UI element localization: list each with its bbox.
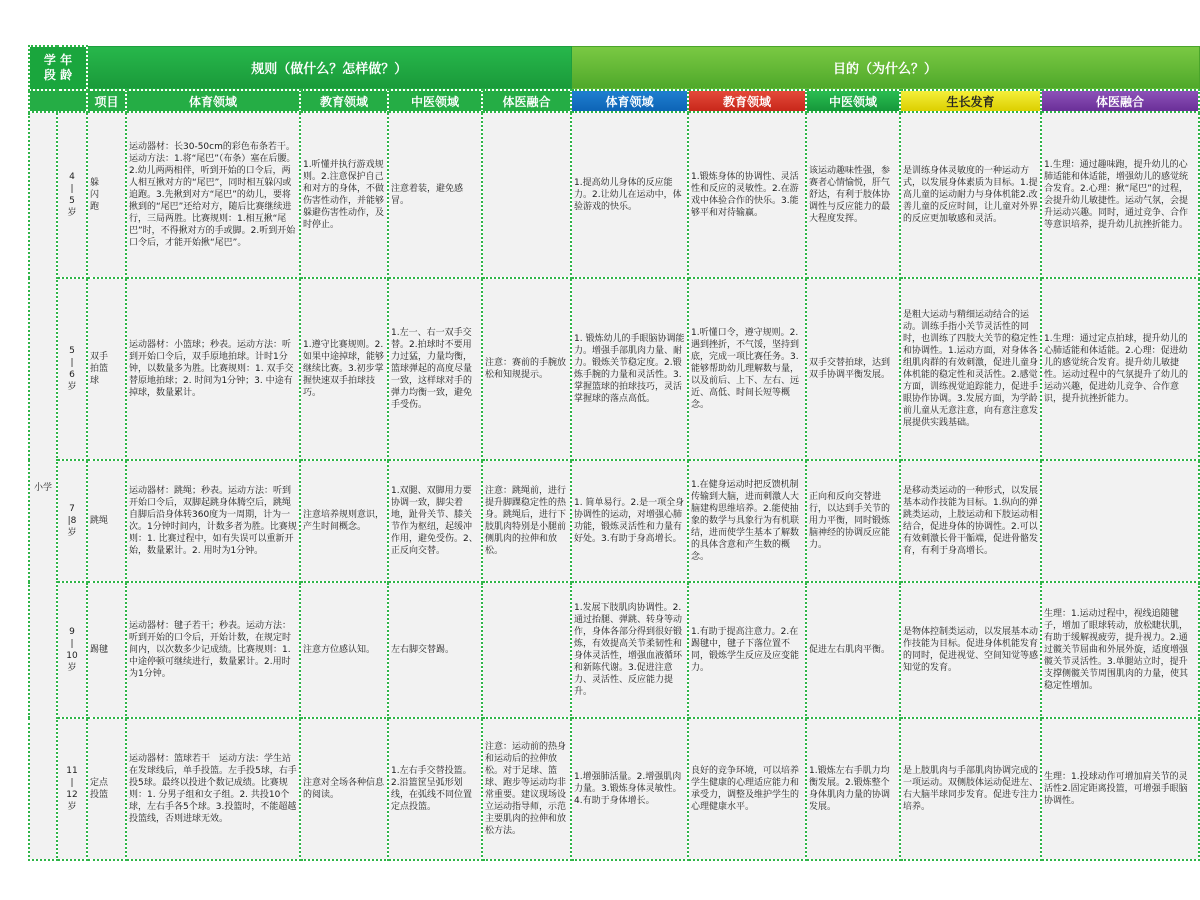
rule-fusion-cell: 注意：运动前的热身和运动后的拉伸放松。对于足球、篮球、跑步等运动均非常重要。建议现场设立运动指导师，示范主要肌肉的拉伸和放松方法。: [482, 718, 571, 860]
rule-fusion-cell: [482, 112, 571, 278]
goal-edu-cell: 1.在健身运动时把反馈机制传输到大脑，进而刺激人大脑建构思维培养。2.能使抽象的数学与具象行为有机联结，进而使学生基本了解数的具体含意和产生数的概念。: [688, 460, 806, 582]
goals-header: 目的（为什么？）: [571, 46, 1199, 90]
goal-growth-cell: 是移动类运动的一种形式，以发展基本动作技能为目标。1.纵向的弹跳类运动，上肢运动和下肢运动相结合，促进身体的协调性。2.可以有效刺激长骨干骺端，促进骨骼发育，有利于身高增长。: [900, 460, 1041, 582]
table-row: [29, 460, 1199, 582]
goal-edu-cell: 1.听懂口令，遵守规则。2.遇到挫折，不气馁，坚持到底，完成一项比赛任务。3.能够帮助幼儿理解数与量，以及前后、上下、左右、远近、高低、时间长短等概念。: [688, 278, 806, 460]
sports-rules-table: [28, 45, 1200, 861]
rule-edu-cell: 1.听懂并执行游戏规则。2.注意保护自己和对方的身体，不做伤害性动作，并能够躲避伤害性动作，及时停止。: [300, 112, 388, 278]
goal-growth-cell: 是粗大运动与精细运动结合的运动。训练手指小关节灵活性的同时，也训练了四肢大关节的稳定性和协调性。1.运动方面，对身体各组肌肉群的有效刺激，促进儿童身体机能的稳定性和灵活性。2.感觉方面，训练视觉追踪能力，促进手眼协作协调。3.发展方面，为学龄前儿童从无意注意，向有意注意发展提供实践基础。: [900, 278, 1041, 460]
table-row: [29, 112, 1199, 278]
age-cell: 7 |8 岁: [57, 460, 87, 582]
subheader-rule-fusion: 体医融合: [482, 90, 571, 112]
rule-pe-cell: 运动器材：跳绳；秒表。运动方法：听到开始口令后，双脚起跳身体腾空后，跳绳自脚后沿身体转360度为一周期，计为一次。1分钟时间内，计数多者为胜。比赛规则：1. 比赛过程中，如有失误可以重新开始，数量累计。2. 用时为1分钟。: [126, 460, 300, 582]
rule-edu-cell: 注意对全场各种信息的阅读。: [300, 718, 388, 860]
age-cell: 4 | 5 岁: [57, 112, 87, 278]
goal-pe-cell: 1.发展下肢肌肉协调性。2.通过抬腿、弹跳、转身等动作，身体各部分得到很好锻炼，有效提高关节柔韧性和身体灵活性，增强血液循环和新陈代谢。3.促进注意力、灵活性、反应能力提升。: [571, 582, 688, 718]
goal-tcm-cell: 促进左右肌肉平衡。: [806, 582, 900, 718]
rule-pe-cell: 运动器材：长30-50cm的彩色布条若干。运动方法：1.将“尾巴”（布条）塞在后腰。2.幼儿两两相伴，听到开始的口令后，两人相互揪对方的“尾巴”，同时相互躲闪或追跑。3.先揪到对方“尾巴”的幼儿，要将揪到的“尾巴”还给对方，随后比赛继续进行，三局两胜。比赛规则：1.相互揪“尾巴”时，不得揪对方的手或脚。2.听到开始口令后，才能开始揪“尾巴”。: [126, 112, 300, 278]
age-cell: 5 | 6 岁: [57, 278, 87, 460]
subheader-goal-tcm: 中医领域: [806, 90, 900, 112]
goal-pe-cell: 1.增强肺活量。2.增强肌肉力量。3.锻炼身体灵敏性。4.有助于身体增长。: [571, 718, 688, 860]
table-row: [29, 278, 1199, 460]
subheader-rule-tcm: 中医领域: [388, 90, 482, 112]
rule-edu-cell: 1.遵守比赛规则。2.如果中途掉球，能够继续比赛。3.初步掌握快速双手拍球技巧。: [300, 278, 388, 460]
subheader-item: 项目: [87, 90, 126, 112]
blank-subheader: [29, 90, 87, 112]
goal-fusion-cell: [1041, 460, 1199, 582]
rule-tcm-cell: 1.左右手交替投篮。2.沿篮筐呈弧形划线，在弧线不同位置定点投篮。: [388, 718, 482, 860]
school-stage-label: 小学: [29, 112, 57, 860]
stage-age-header: 学 年 段 龄: [29, 46, 87, 90]
rule-fusion-cell: 注意：跳绳前，进行提升脚踝稳定性的热身。跳绳后，进行下肢肌肉特别是小腿前侧肌肉的拉伸和放松。: [482, 460, 571, 582]
rule-pe-cell: 运动器材：小篮球；秒表。运动方法：听到开始口令后，双手原地拍球。计时1分钟，以数量多为胜。比赛规则：1. 双手交替原地拍球；2. 时间为1分钟；3. 中途有掉球，数量累计。: [126, 278, 300, 460]
rules-header: 规则（做什么？怎样做？）: [87, 46, 571, 90]
goal-edu-cell: 1.有助于提高注意力。2.在踢毽中，毽子下落位置不同，锻炼学生反应及应变能力。: [688, 582, 806, 718]
rule-edu-cell: 注意培养规则意识，产生时间概念。: [300, 460, 388, 582]
rule-fusion-cell: 注意：赛前的手腕放松和知规提示。: [482, 278, 571, 460]
goal-growth-cell: 是物体控制类运动，以发展基本动作技能为目标。促进身体机能发育的同时，促进视觉、空间知觉等感知觉的发育。: [900, 582, 1041, 718]
subheader-goal-growth: 生长发育: [900, 90, 1041, 112]
goal-pe-cell: 1.提高幼儿身体的反应能力。2.让幼儿在运动中，体验游戏的快乐。: [571, 112, 688, 278]
rule-pe-cell: 运动器材：毽子若干；秒表。运动方法：听到开始的口令后，开始计数，在规定时间内，以次数多少记成绩。比赛规则：1.中途停顿可继续进行，数量累计。2.用时为1分钟。: [126, 582, 300, 718]
subheader-goal-fusion: 体医融合: [1041, 90, 1199, 112]
goal-growth-cell: 是上肢肌肉与手部肌肉协调完成的一项运动。双侧肢体运动促进左、右大脑半球同步发育。促进专注力培养。: [900, 718, 1041, 860]
item-cell: 踢毽: [87, 582, 126, 718]
goal-fusion-cell: 生理：1.投球动作可增加肩关节的灵活性2.固定距离投篮，可增强手眼脑协调性。: [1041, 718, 1199, 860]
goal-tcm-cell: 正向和反向交替进行，以达到手关节的用力平衡，同时锻炼脑神经的协调反应能力。: [806, 460, 900, 582]
item-cell: 定点 投篮: [87, 718, 126, 860]
subheader-rule-pe: 体育领域: [126, 90, 300, 112]
item-cell: 躲 闪 跑: [87, 112, 126, 278]
age-cell: 11 | 12 岁: [57, 718, 87, 860]
rule-fusion-cell: [482, 582, 571, 718]
goal-fusion-cell: 生理：1.运动过程中，视线追随毽子，增加了眼球转动，放松睫状肌，有助于缓解视疲劳，提升视力。2.通过髋关节屈曲和外展外旋，适度增强髋关节灵活性。3.单腿站立时，提升支撑侧髋关节周围肌肉的力量，使其稳定性增加。: [1041, 582, 1199, 718]
rule-tcm-cell: 1.左一、右一双手交替。2.拍球时不要用力过猛，力量均衡，篮球弹起的高度尽量一致，这样球对手的弹力均衡一致，避免手受伤。: [388, 278, 482, 460]
goal-tcm-cell: 双手交替拍球，达到双手协调平衡发展。: [806, 278, 900, 460]
item-cell: 双手 拍篮 球: [87, 278, 126, 460]
table-row: [29, 718, 1199, 860]
goal-growth-cell: 是训练身体灵敏度的一种运动方式，以发展身体素质为目标。1.提高儿童的运动耐力与身体机能2.改善儿童的反应时间，让儿童对外界的反应更加敏感和灵活。: [900, 112, 1041, 278]
age-cell: 9 | 10 岁: [57, 582, 87, 718]
subheader-goal-pe: 体育领域: [571, 90, 688, 112]
goal-pe-cell: 1. 简单易行。2.是一项全身协调性的运动，对增强心肺功能，锻炼灵活性和力量有好处。3.有助于身高增长。: [571, 460, 688, 582]
goal-fusion-cell: 1.生理：通过趣味跑，提升幼儿的心肺适能和体适能，增强幼儿的感觉统合发育。2.心理：揪“尾巴”的过程，会提升幼儿敏捷性。运动气氛，会提升运动兴趣。同时，通过竞争、合作等意识培养，提升幼儿抗挫折能力。: [1041, 112, 1199, 278]
rule-tcm-cell: 左右脚交替踢。: [388, 582, 482, 718]
goal-edu-cell: 1.锻炼身体的协调性、灵活性和反应的灵敏性。2.在游戏中体验合作的快乐。3.能够平和对待输赢。: [688, 112, 806, 278]
rule-edu-cell: 注意方位感认知。: [300, 582, 388, 718]
goal-tcm-cell: 1.锻炼左右手肌力均衡发展。2.锻炼整个身体肌肉力量的协调发展。: [806, 718, 900, 860]
goal-edu-cell: 良好的竞争环境，可以培养学生健康的心理适应能力和承受力，调整及维护学生的心理健康水平。: [688, 718, 806, 860]
subheader-goal-edu: 教育领域: [688, 90, 806, 112]
goal-tcm-cell: 该运动趣味性强，参赛者心情愉悦，肝气舒达，有利于肢体协调性与反应能力的最大程度发挥。: [806, 112, 900, 278]
rule-pe-cell: 运动器材：篮球若干 运动方法：学生站在发球线后，单手投篮。左手投5球，右手投5球。最终以投进个数记成绩。比赛规则：1. 分男子组和女子组。2. 共投10个球，左右手各5个球。3.投篮时，不能超越投篮线，否则进球无效。: [126, 718, 300, 860]
goal-fusion-cell: 1.生理：通过定点拍球，提升幼儿的心肺适能和体适能。2.心理：促进幼儿的感觉统合发育。提升幼儿敏捷性。运动过程中的气氛提升了幼儿的运动兴趣，促进幼儿竞争、合作意识，提升抗挫折能力。: [1041, 278, 1199, 460]
subheader-rule-edu: 教育领域: [300, 90, 388, 112]
goal-pe-cell: 1. 锻炼幼儿的手眼脑协调能力。增强手部肌肉力量、耐力。锻炼关节稳定度。2.锻炼手腕的力量和灵活性。3.掌握篮球的拍球技巧，灵活掌握球的落点高低。: [571, 278, 688, 460]
item-cell: 跳绳: [87, 460, 126, 582]
table-row: [29, 582, 1199, 718]
rule-tcm-cell: 1.双腿、双脚用力要协调一致，脚尖着地，趾骨关节、膝关节作为枢纽，起缓冲作用，避免受伤。2、正反向交替。: [388, 460, 482, 582]
rule-tcm-cell: 注意着装，避免感冒。: [388, 112, 482, 278]
